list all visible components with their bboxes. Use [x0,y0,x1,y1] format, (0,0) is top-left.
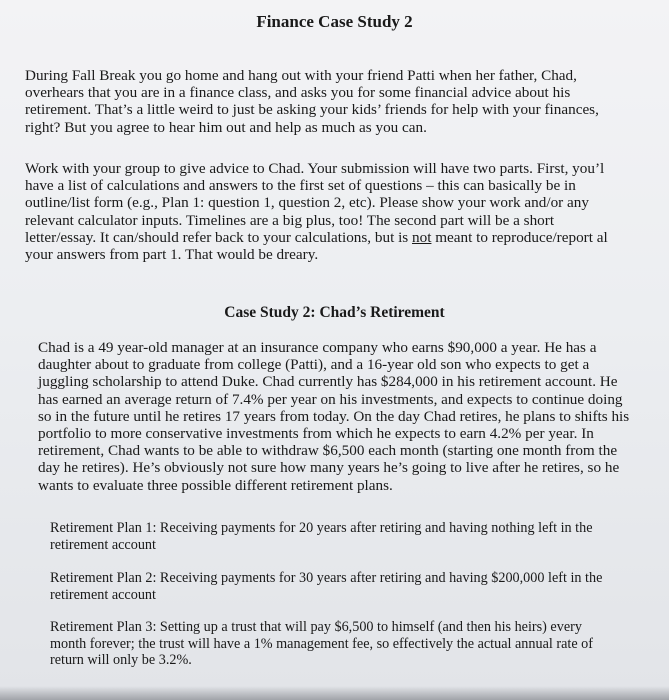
intro-line: During Fall Break you go home and hang out with your friend Patti when her father, Chad, [25,67,577,84]
plan-line: retirement account [50,536,156,553]
case-line: daughter about to graduate from college (Patti), and a 16-year old son who expects to get a [38,356,590,374]
retirement-plan-1 [50,520,660,553]
retirement-plan-3 [50,619,660,669]
instructions-line-start: letter/essay. It can/should refer back to your calculations, but is [25,228,413,246]
case-line: day he retires). He’s obviously not sure how many years he’s going to live after he retires, so he [38,459,620,477]
retirement-plan-2 [50,570,660,603]
case-line: Chad is a 49 year-old manager at an insurance company who earns $90,000 a year. He has a [38,339,597,356]
instructions-paragraph [25,160,665,263]
plan-line: Retirement Plan 2: Receiving payments for 30 years after retiring and having $200,000 left in the [50,570,603,586]
intro-line: right? But you agree to hear him out and help as much as you can. [25,118,427,136]
plan-line: retirement account [50,586,156,603]
page-bottom-shadow [0,686,669,700]
case-line: so in the future until he retires 17 years from today. On the day Chad retires, he plans to shifts his [38,407,630,425]
case-line: has earned an average return of 7.4% per year on his investments, and expects to continue doing [38,390,623,408]
intro-line: retirement. That’s a little weird to just be asking your kids’ friends for help with your finances, [25,101,599,119]
instructions-line: outline/list form (e.g., Plan 1: question 1, question 2, etc). Please show your work and/or any [25,194,589,212]
instructions-line [25,229,665,246]
instructions-line: relevant calculator inputs. Timelines are a big plus, too! The second part will be a short [25,211,555,229]
case-line: juggling scholarship to attend Duke. Chad currently has $284,000 in his retirement account. He [38,373,618,391]
instructions-line: Work with your group to give advice to Chad. Your submission will have two parts. First, you’l [25,160,605,177]
intro-paragraph [25,67,665,136]
case-line: retirement, Chad wants to be able to withdraw $6,500 each month (starting one month from the [38,442,618,460]
document-title: Finance Case Study 2 [256,12,413,31]
not-emphasis: not [412,228,432,246]
case-line: portfolio to more conservative investments from which he expects to earn 4.2% per year. In [38,425,594,443]
plan-line: Retirement Plan 3: Setting up a trust that will pay $6,500 to himself (and then his heirs) every [50,619,582,635]
case-line: wants to evaluate three possible different retirement plans. [38,476,393,494]
intro-line: overhears that you are in a finance class, and asks you for some financial advice about his [25,84,571,102]
case-study-title: Case Study 2: Chad’s Retirement [224,304,445,321]
plan-line: return will only be 3.2%. [50,652,192,668]
plan-line: Retirement Plan 1: Receiving payments for 20 years after retiring and having nothing left in the [50,520,593,536]
case-paragraph [38,339,669,494]
plan-line: month forever; the trust will have a 1% management fee, so effectively the actual annual rate of [50,635,593,652]
instructions-line: your answers from part 1. That would be dreary. [25,246,319,264]
instructions-line-end: meant to reproduce/report al [431,228,608,246]
instructions-line: have a list of calculations and answers to the first set of questions – this can basically be in [25,177,576,195]
